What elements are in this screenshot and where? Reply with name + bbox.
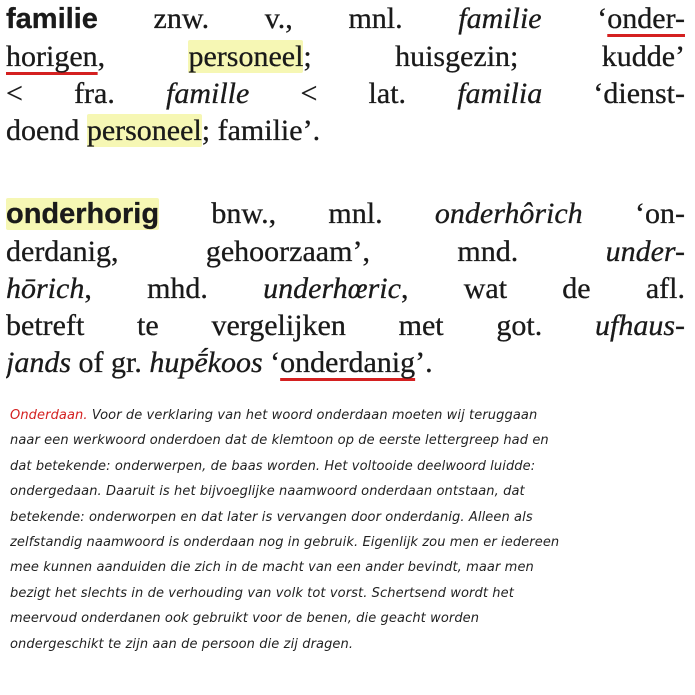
entry-text: ; familie’.: [201, 114, 321, 147]
italic-word: jands: [6, 346, 72, 379]
underlined-onderdanig: onderdanig: [280, 346, 416, 379]
entry-text: of gr.: [71, 346, 150, 379]
entry-text: ‘on-: [582, 197, 685, 230]
entry-text: , wat de afl.: [400, 272, 685, 305]
commentary-line: zelfstandig naamwoord is onderdaan nog in gebruik. Eigenlijk zou men er iedereen: [10, 535, 560, 551]
entry-text: ,: [97, 40, 189, 73]
commentary-line: meervoud onderdanen ook gebruikt voor de benen, die geacht worden: [10, 611, 480, 627]
italic-word: familia: [457, 77, 543, 110]
dictionary-entry-onderhorig: [6, 195, 685, 381]
entry-text: bnw., mnl.: [159, 197, 435, 230]
highlighted-personeel: personeel: [86, 114, 202, 147]
entry-line: [6, 233, 685, 270]
entry-text: , mhd.: [84, 272, 264, 305]
entry-text: ‘dienst-: [542, 77, 685, 110]
entry-line: [6, 75, 685, 112]
italic-word: familie: [458, 2, 542, 35]
commentary-paragraph: [10, 403, 690, 657]
commentary-line: bezigt het slechts in de verhouding van volk tot vorst. Schertsend wordt het: [10, 585, 514, 601]
entry-text: ; huisgezin; kudde’: [303, 40, 685, 73]
commentary-line: ondergeschikt te zijn aan de persoon die zij dragen.: [10, 636, 354, 652]
entry-text: ’.: [415, 346, 433, 379]
entry-line: [6, 270, 685, 307]
entry-text: ‘: [541, 2, 608, 35]
entry-text: znw. v., mnl.: [97, 2, 459, 35]
entry-line: [6, 195, 685, 233]
highlighted-personeel: personeel: [188, 40, 304, 73]
italic-word: famille: [166, 77, 250, 110]
entry-text: < fra.: [6, 77, 167, 110]
entry-line: [6, 307, 685, 344]
italic-word: onderhôrich: [434, 197, 583, 230]
entry-line: [6, 38, 685, 75]
commentary-line: dat betekende: onderwerpen, de baas worden. Het voltooide deelwoord luidde:: [10, 458, 536, 474]
commentary-title: Onderdaan.: [10, 408, 88, 423]
underlined-onder: onder-: [607, 2, 685, 35]
commentary-line: naar een werkwoord onderdoen dat de klemtoon op de eerste lettergreep had en: [10, 433, 549, 449]
entry-text: ‘: [262, 346, 281, 379]
commentary-line: mee kunnen aanduiden die zich in de macht van een ander bevindt, maar men: [10, 560, 534, 576]
entry-line: [6, 0, 685, 38]
headword-familie: familie: [6, 3, 98, 35]
entry-line: [6, 344, 685, 381]
entry-text: < lat.: [249, 77, 458, 110]
italic-word: underhœric: [263, 272, 401, 305]
commentary-line: betekende: onderworpen en dat later is vervangen door onderdanig. Alleen als: [10, 509, 533, 525]
italic-word: hōrich: [6, 272, 85, 305]
commentary-line: ondergedaan. Daaruit is het bijvoeglijke naamwoord onderdaan ontstaan, dat: [10, 484, 525, 500]
underlined-horigen: horigen: [6, 40, 98, 73]
italic-word: under-: [605, 235, 685, 268]
entry-line: [6, 112, 685, 149]
italic-word: ufhaus-: [595, 309, 685, 342]
entry-text: derdanig, gehoorzaam’, mnd.: [6, 235, 606, 268]
dictionary-entry-familie: [6, 0, 685, 149]
italic-word: hupḗkoos: [149, 346, 263, 379]
commentary-line: [10, 403, 690, 428]
headword-onderhorig: onderhorig: [6, 198, 160, 230]
entry-text: doend: [6, 114, 87, 147]
entry-text: betreft te vergelijken met got.: [6, 309, 595, 342]
commentary-text: Voor de verklaring van het woord onderdaan moeten wij teruggaan: [87, 408, 538, 423]
